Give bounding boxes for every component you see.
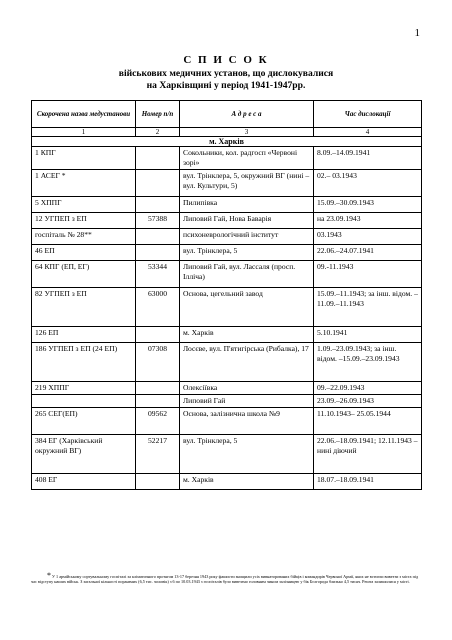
cell-time: 22.06.–24.07.1941 [314,245,422,261]
cell-name: 408 ЕГ [32,474,136,490]
cell-address: психоневрологічний інститут [180,229,314,245]
section-title: м. Харків [32,137,422,147]
column-index: 3 [180,128,314,137]
cell-address: Основа, цегельний завод [180,288,314,327]
cell-time: 09.-11.1943 [314,261,422,288]
cell-number [136,170,180,197]
table-row [32,408,422,435]
footnote-text: У 1 армійському сортувальному госпіталі за кліматичного протягом 13-17 березня 1943 року фашисти знищили усіх вивнаторованих бійців і командирів Червоної Армії, яких не встигли вивезти з міста під час відступу наших військ. З загальної кількості поранених (6,5 тис. чоловік) з 6 по 10.03.1943 з госпіталів було вивезено головним чином залізницею у бік Бєлгорода близько 4,5 тисяч. Решта залишилися у місті. [31,574,419,585]
cell-number: 63000 [136,288,180,327]
cell-number [136,327,180,343]
cell-address: Основа, залізнична школа №9 [180,408,314,435]
table-row [32,343,422,382]
cell-time: на 23.09.1943 [314,213,422,229]
cell-name: 64 КПГ (ЕП, ЕГ) [32,261,136,288]
cell-time: 18.07.–18.09.1941 [314,474,422,490]
cell-address: вул. Трінклера, 5, окружний ВГ (нині – вул. Культури, 5) [180,170,314,197]
medical-institutions-table [31,100,422,490]
cell-address: Сокольники, кол. радгосп «Червоні зорі» [180,147,314,170]
cell-address: Олексіївка [180,382,314,395]
table-row [32,245,422,261]
cell-name: 46 ЕП [32,245,136,261]
cell-time: 03.1943 [314,229,422,245]
cell-address: Липовий Гай [180,395,314,408]
cell-time: 8.09.–14.09.1941 [314,147,422,170]
cell-address: м. Харків [180,474,314,490]
cell-number [136,382,180,395]
footnote-star: * [47,571,51,580]
cell-number [136,147,180,170]
cell-name [32,395,136,408]
cell-address: Пилипівка [180,197,314,213]
table-row [32,197,422,213]
cell-name: 5 ХППГ [32,197,136,213]
column-index-row [32,128,422,137]
cell-name: 384 ЕГ (Харківський окружний ВГ) [32,435,136,474]
cell-time: 5.10.1941 [314,327,422,343]
cell-number: 52217 [136,435,180,474]
cell-number [136,197,180,213]
cell-number: 09562 [136,408,180,435]
subtitle-line-2: на Харківщині у період 1941-1947рр. [146,80,306,91]
cell-number [136,245,180,261]
cell-number [136,474,180,490]
header-address: А д р е с а [180,101,314,128]
cell-number [136,395,180,408]
table-row [32,147,422,170]
table-row [32,395,422,408]
cell-time: 09.–22.09.1943 [314,382,422,395]
cell-number: 57388 [136,213,180,229]
header-name: Скорочена назва медустанови [32,101,136,128]
table-row [32,213,422,229]
cell-address: Липовий Гай, вул. Лассаля (просп. Ілліча) [180,261,314,288]
cell-name: 126 ЕП [32,327,136,343]
cell-time: 15.09.–11.1943; за інш. відом. –11.09.–11.1943 [314,288,422,327]
cell-time: 15.09.–30.09.1943 [314,197,422,213]
cell-number [136,229,180,245]
cell-number: 53344 [136,261,180,288]
column-index: 4 [314,128,422,137]
cell-name: госпіталь № 28** [32,229,136,245]
table-row [32,229,422,245]
subtitle-line-1: військових медичних установ, що дислокувалися [118,68,334,79]
table-row [32,382,422,395]
cell-name: 265 СЕГ(ЕП) [32,408,136,435]
column-index: 1 [32,128,136,137]
cell-address: Липовий Гай, Нова Баварія [180,213,314,229]
cell-address: вул. Трінклера, 5 [180,245,314,261]
section-row [32,137,422,147]
page-title: С П И С О К [183,54,269,66]
cell-time: 23.09.–26.09.1943 [314,395,422,408]
cell-name: 1 КПГ [32,147,136,170]
cell-name: 12 УГПЕП з ЕП [32,213,136,229]
cell-address: вул. Трінклера, 5 [180,435,314,474]
cell-time: 22.06.–18.09.1941; 12.11.1943 – нині діючий [314,435,422,474]
column-index: 2 [136,128,180,137]
cell-address: м. Харків [180,327,314,343]
cell-time: 11.10.1943– 25.05.1944 [314,408,422,435]
cell-number: 07308 [136,343,180,382]
cell-address: Лосєве, вул. П'ятигірська (Рибалка), 17 [180,343,314,382]
table-row [32,474,422,490]
table-row [32,288,422,327]
cell-name: 219 ХППГ [32,382,136,395]
table-header-row [32,101,422,128]
table-row [32,435,422,474]
cell-name: 1 АСЕГ * [32,170,136,197]
header-number: Номер п/п [136,101,180,128]
cell-name: 186 УГПЕП з ЕП (24 ЕП) [32,343,136,382]
page-number: 1 [414,27,420,39]
table-row [32,327,422,343]
table-row [32,261,422,288]
cell-time: 1.09.–23.09.1943; за інш. відом. –15.09.–23.09.1943 [314,343,422,382]
table-row [32,170,422,197]
cell-name: 82 УГПЕП з ЕП [32,288,136,327]
header-time: Час дислокації [314,101,422,128]
cell-time: 02.– 03.1943 [314,170,422,197]
footnote [31,573,423,585]
